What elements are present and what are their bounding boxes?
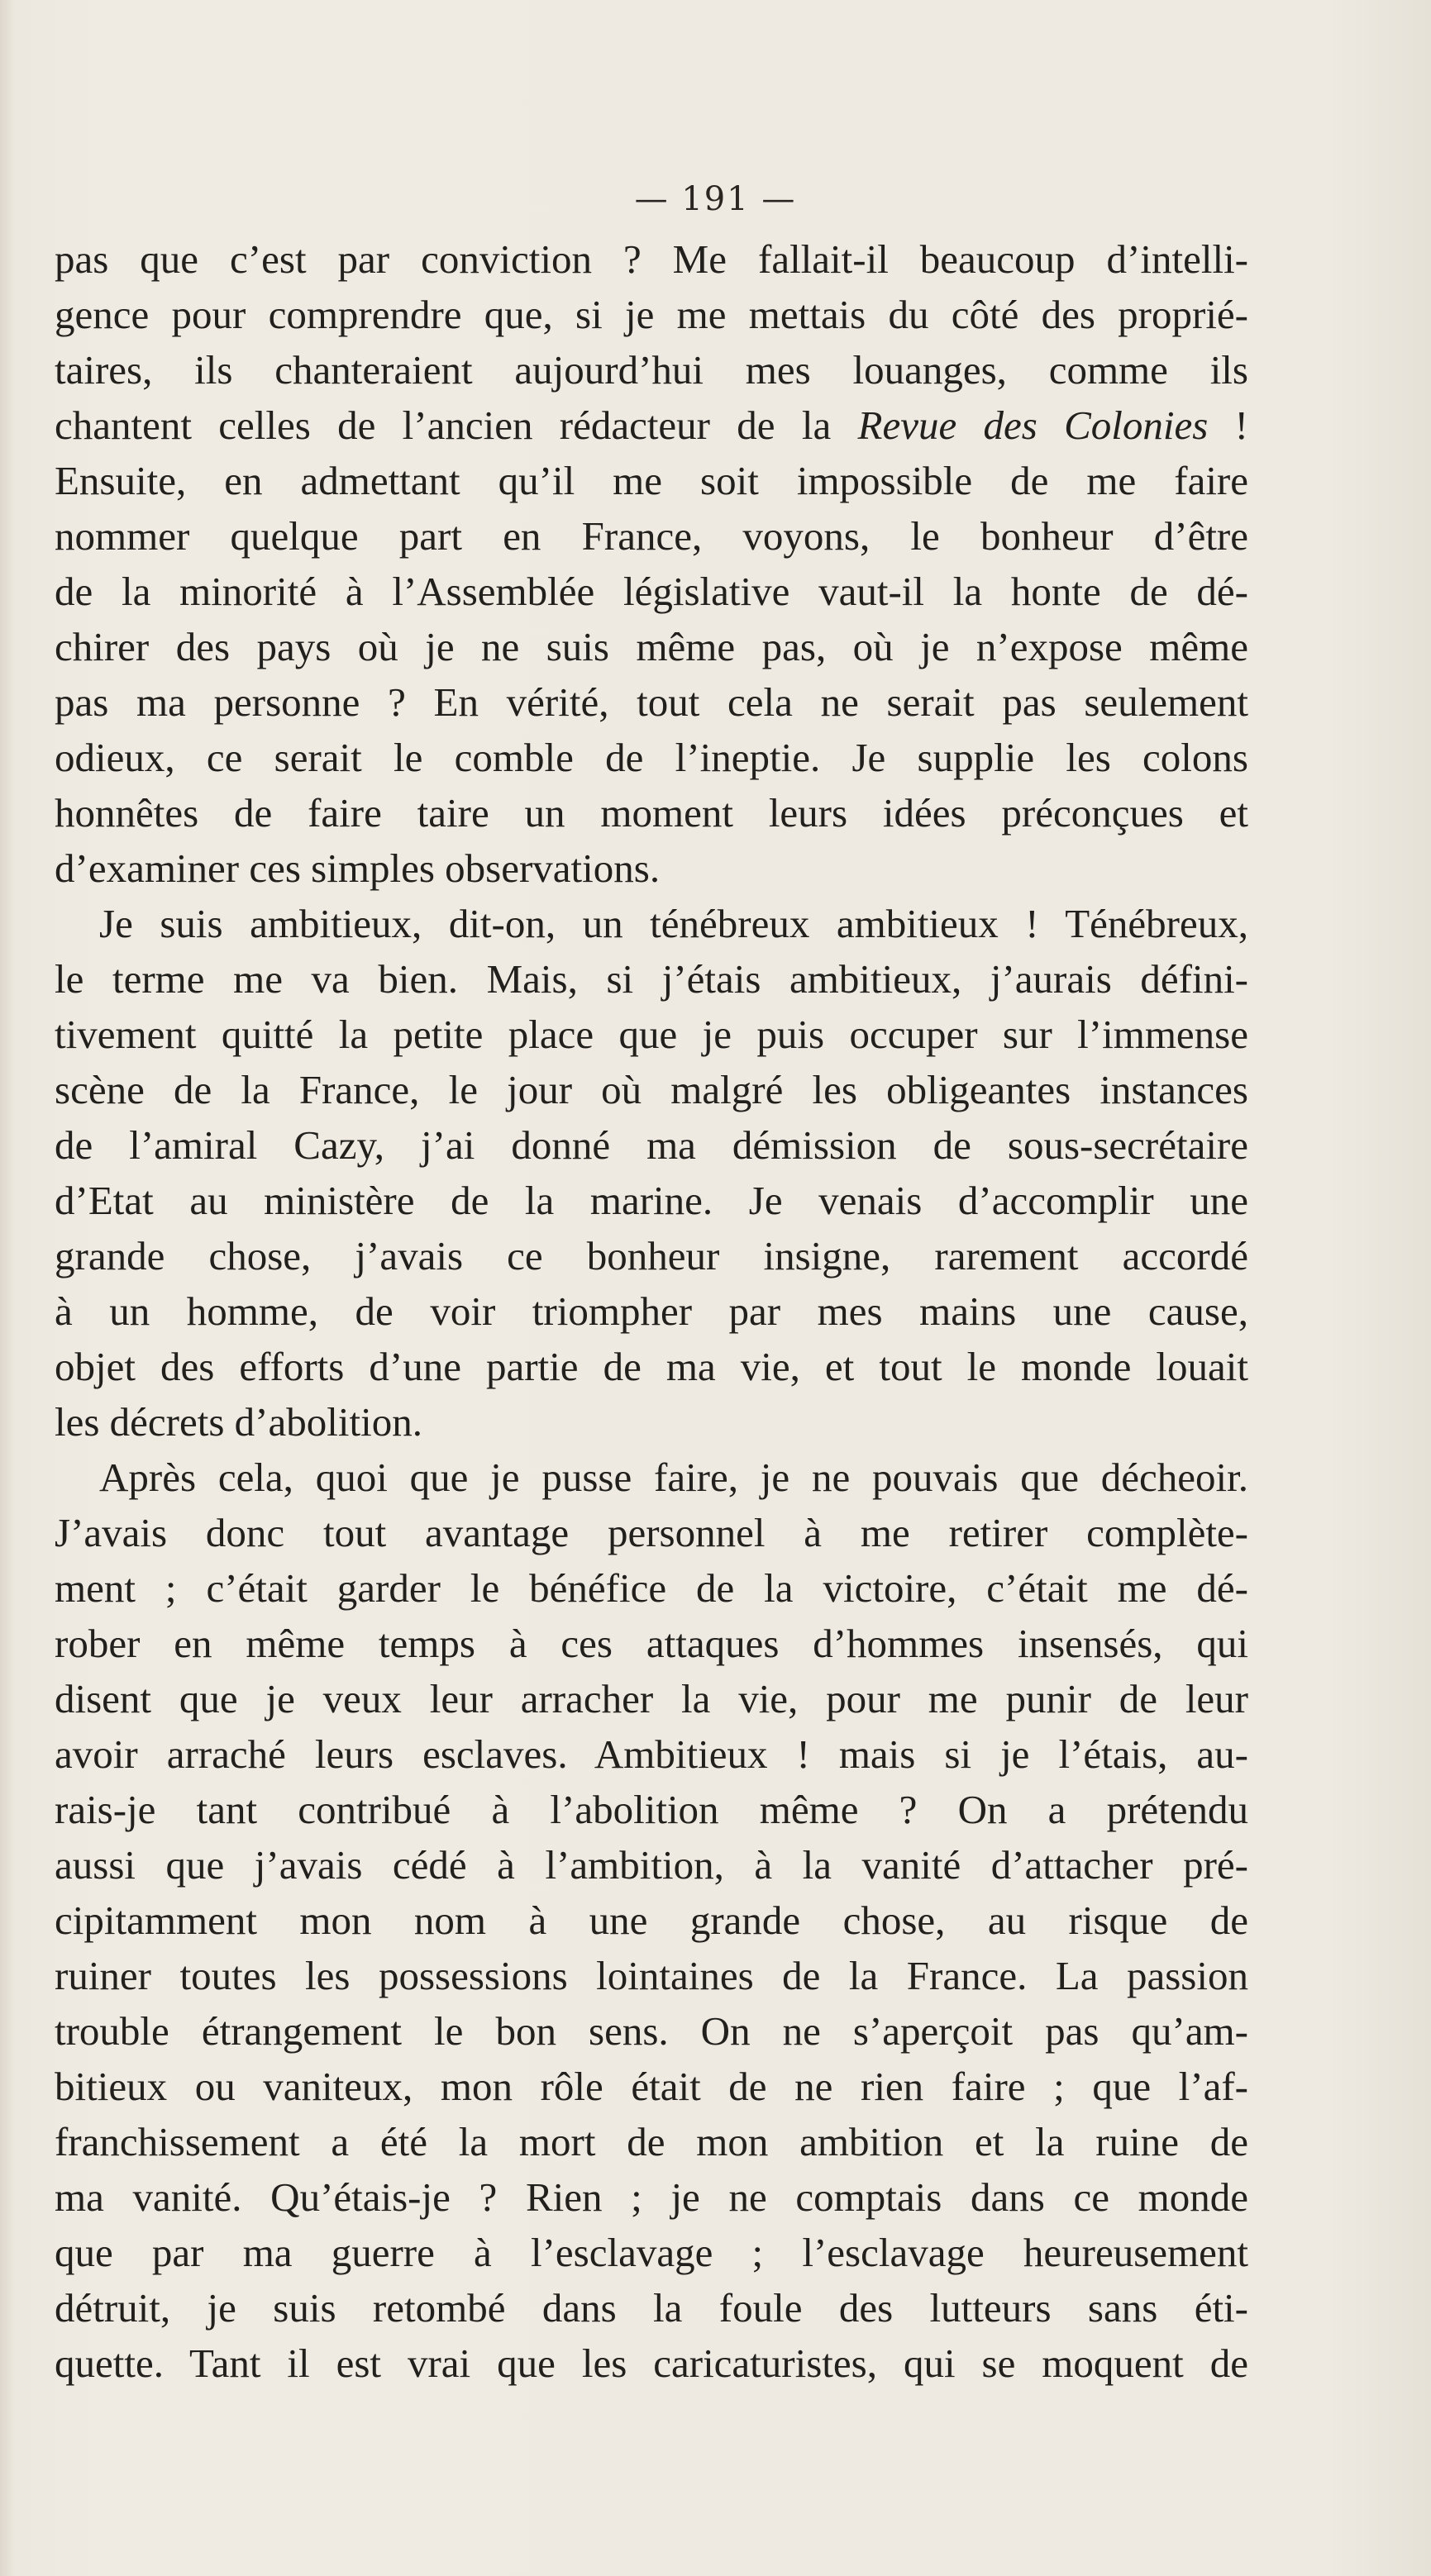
text-line: disent que je veux leur arracher la vie, pour me punir de leur	[55, 1676, 1248, 1721]
text-line: avoir arraché leurs esclaves. Ambitieux ! mais si je l’étais, au-	[55, 1731, 1248, 1777]
text-line: ruiner toutes les possessions lointaines de la France. La passion	[55, 1953, 1248, 1998]
text-line: de l’amiral Cazy, j’ai donné ma démission de sous-secrétaire	[55, 1122, 1248, 1168]
text-line: à un homme, de voir triompher par mes mains une cause,	[55, 1288, 1248, 1334]
text-line: pas que c’est par conviction ? Me fallait-il beaucoup d’intelli-	[55, 236, 1248, 282]
page-number: — 191 —	[634, 180, 797, 218]
text-line: trouble étrangement le bon sens. On ne s’aperçoit pas qu’am-	[55, 2008, 1248, 2054]
text-line: ma vanité. Qu’étais-je ? Rien ; je ne comptais dans ce monde	[55, 2174, 1248, 2220]
body-text	[55, 231, 1248, 2391]
text-line: odieux, ce serait le comble de l’ineptie. Je supplie les colons	[55, 735, 1248, 780]
text-line: d’Etat au ministère de la marine. Je venais d’accomplir une	[55, 1178, 1248, 1223]
text-line: scène de la France, le jour où malgré les obligeantes instances	[55, 1067, 1248, 1112]
text-line: Je suis ambitieux, dit-on, un ténébreux ambitieux ! Ténébreux,	[99, 901, 1248, 946]
text-line: détruit, je suis retombé dans la foule des lutteurs sans éti-	[55, 2285, 1248, 2331]
text-segment: chantent celles de l’ancien rédacteur de la	[55, 402, 858, 448]
text-line: honnêtes de faire taire un moment leurs idées préconçues et	[55, 790, 1248, 836]
text-line: chirer des pays où je ne suis même pas, où je n’expose même	[55, 624, 1248, 669]
text-line: les décrets d’abolition.	[55, 1399, 422, 1445]
text-line: que par ma guerre à l’esclavage ; l’esclavage heureusement	[55, 2230, 1248, 2275]
journal-title: Revue des Colonies	[857, 402, 1209, 448]
text-line: Ensuite, en admettant qu’il me soit impossible de me faire	[55, 458, 1248, 503]
text-line: nommer quelque part en France, voyons, le bonheur d’être	[55, 513, 1248, 559]
text-line: rober en même temps à ces attaques d’hommes insensés, qui	[55, 1621, 1248, 1666]
text-line: taires, ils chanteraient aujourd’hui mes louanges, comme ils	[55, 347, 1248, 393]
text-line: bitieux ou vaniteux, mon rôle était de ne rien faire ; que l’af-	[55, 2064, 1248, 2109]
text-line: de la minorité à l’Assemblée législative vaut-il la honte de dé-	[55, 569, 1248, 614]
text-line: J’avais donc tout avantage personnel à me retirer complète-	[55, 1510, 1248, 1555]
text-line: d’examiner ces simples observations.	[55, 845, 661, 891]
text-line: rais-je tant contribué à l’abolition même ? On a prétendu	[55, 1787, 1248, 1832]
text-line: le terme me va bien. Mais, si j’étais ambitieux, j’aurais défini-	[55, 956, 1248, 1002]
text-line: cipitamment mon nom à une grande chose, au risque de	[55, 1897, 1248, 1943]
text-segment: !	[1208, 402, 1248, 448]
text-line: grande chose, j’avais ce bonheur insigne, rarement accordé	[55, 1233, 1248, 1278]
text-line: pas ma personne ? En vérité, tout cela ne serait pas seulement	[55, 679, 1248, 725]
text-line: aussi que j’avais cédé à l’ambition, à la vanité d’attacher pré-	[55, 1842, 1248, 1888]
text-line: Après cela, quoi que je pusse faire, je ne pouvais que décheoir.	[99, 1455, 1248, 1500]
text-line: tivement quitté la petite place que je puis occuper sur l’immense	[55, 1012, 1248, 1057]
text-line: objet des efforts d’une partie de ma vie, et tout le monde louait	[55, 1344, 1248, 1389]
text-line: quette. Tant il est vrai que les caricaturistes, qui se moquent de	[55, 2340, 1248, 2386]
text-line: ment ; c’était garder le bénéfice de la victoire, c’était me dé-	[55, 1565, 1248, 1611]
text-line: gence pour comprendre que, si je me mettais du côté des proprié-	[55, 292, 1248, 337]
text-line	[55, 398, 1248, 453]
text-line: franchissement a été la mort de mon ambition et la ruine de	[55, 2119, 1248, 2164]
